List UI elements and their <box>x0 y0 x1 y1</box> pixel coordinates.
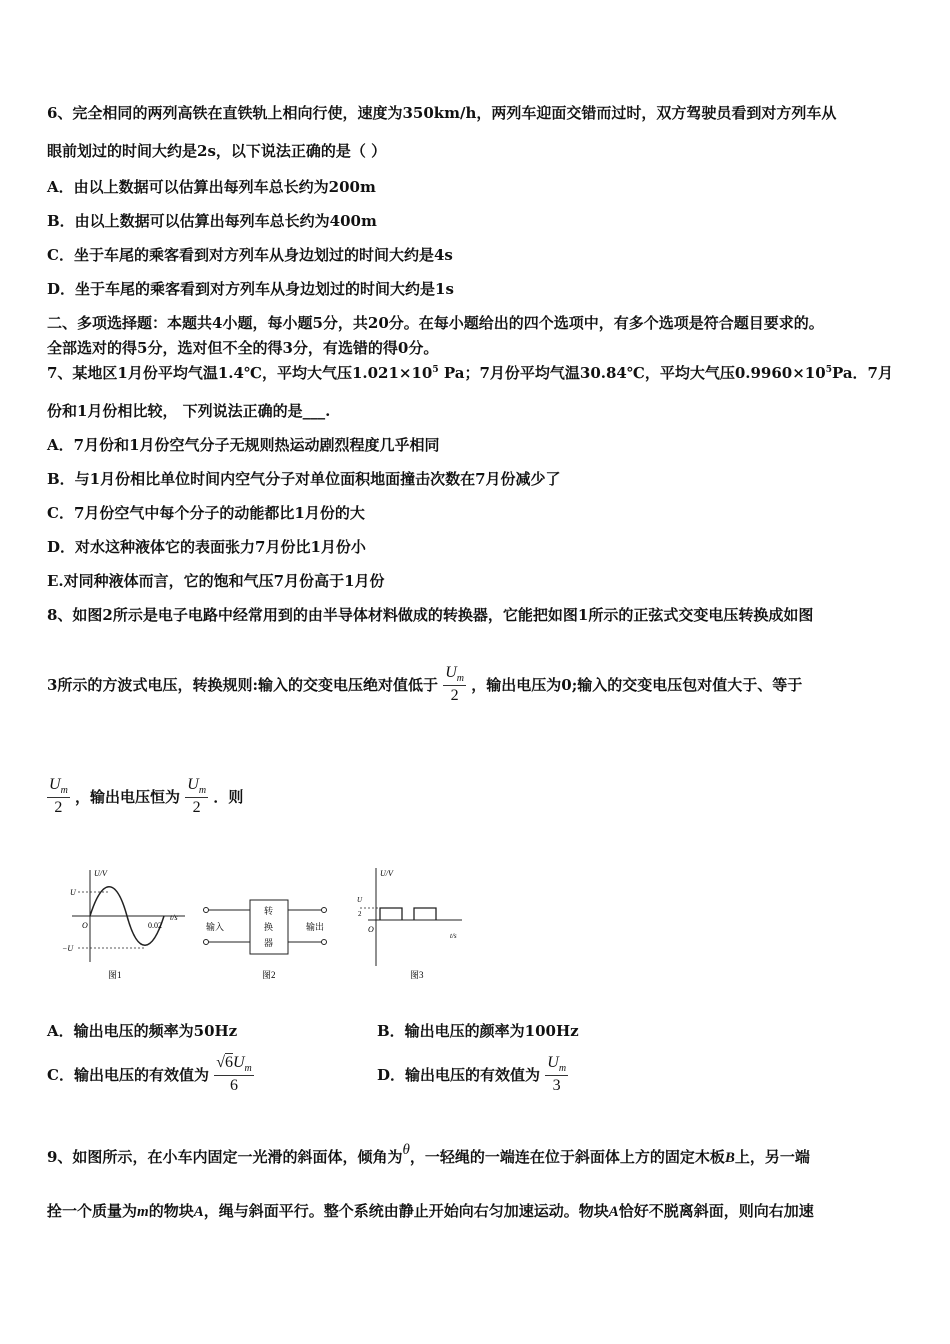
frac-numerator-u: U <box>445 664 457 681</box>
frac-numerator-u: U <box>187 776 199 793</box>
output-label: 输出 <box>306 922 325 932</box>
q7-option-d: D．对水这种液体它的表面张力7月份比1月份小 <box>47 538 366 556</box>
q7-text-c: Pa．7月 <box>831 364 893 382</box>
q9-line2-a: 拴一个质量为 <box>47 1202 138 1220</box>
frac-sub-m: m <box>198 785 207 797</box>
q7-stem-line1 <box>47 362 893 383</box>
q8-figure <box>50 858 480 988</box>
section2-heading-line2: 全部选对的得5分，选对但不全的得3分，有选错的得0分。 <box>47 339 439 357</box>
frac-denominator: 2 <box>450 687 459 705</box>
converter-char-2: 换 <box>264 922 274 932</box>
figure-1-sine-wave <box>72 870 185 962</box>
um-over-3-fraction <box>545 1054 568 1095</box>
fig1-caption: 图1 <box>108 970 122 980</box>
root-value: 6 <box>224 1054 233 1071</box>
q7-exponent-1: 5 <box>432 365 439 375</box>
q8-line2-text-b: ，输出电压为0;输入的交变电压包对值大于、等于 <box>471 676 803 695</box>
input-label: 输入 <box>206 922 225 932</box>
frac-denominator: 2 <box>192 799 201 817</box>
q6-stem-line1: 6、完全相同的两列高铁在直铁轨上相向行使，速度为350km/h，两列车迎面交错而过时，双方驾驶员看到对方列车从 <box>47 104 837 122</box>
block-a-label: A <box>193 1204 204 1220</box>
q8-line3-text-b: ，输出电压恒为 <box>75 788 181 807</box>
fig1-um-label: U <box>70 888 76 897</box>
q7-text-b: Pa；7月份平均气温30.84℃，平均大气压0.9960×10 <box>438 364 826 382</box>
fig3-caption: 图3 <box>410 970 424 980</box>
q7-option-e: E.对同种液体而言，它的饱和气压7月份高于1月份 <box>47 572 385 590</box>
um-over-2-fraction <box>185 776 208 817</box>
q8-option-c-text: C．输出电压的有效值为 <box>47 1066 209 1085</box>
fig1-ylabel: U/V <box>94 869 107 878</box>
block-a-label-2: A <box>608 1204 619 1220</box>
q8-stem-line2 <box>47 664 802 705</box>
q8-option-b: B．输出电压的颜率为100Hz <box>377 1022 579 1040</box>
q8-option-d <box>377 1054 568 1095</box>
q7-option-c: C．7月份空气中每个分子的动能都比1月份的大 <box>47 504 365 522</box>
q8-line2-text-a: 3所示的方波式电压，转换规则:输入的交变电压绝对值低于 <box>47 676 438 695</box>
q6-stem-line2: 眼前划过的时间大约是2s，以下说法正确的是（ ） <box>47 142 387 160</box>
q8-option-c <box>47 1054 254 1095</box>
q9-line2-d: 恰好不脱离斜面，则向右加速 <box>618 1202 814 1220</box>
fig3-level-num: U <box>357 896 363 904</box>
fig1-origin: O <box>82 921 88 930</box>
q9-line2-b: 的物块 <box>148 1202 194 1220</box>
sqrt6-um-over-6-fraction: $\frac{√6U_m}{6}$ <box>216 1054 252 1095</box>
q8-option-d-text: D．输出电压的有效值为 <box>377 1066 541 1085</box>
q6-option-c: C．坐于车尾的乘客看到对方列车从身边划过的时间大约是4s <box>47 246 453 264</box>
frac-numerator-u: U <box>547 1054 559 1071</box>
board-b-label: B <box>724 1150 735 1166</box>
fig3-time-unit: t/s <box>450 932 457 940</box>
q7-text-a: 7、某地区1月份平均气温1.4℃，平均大气压1.021×10 <box>47 364 433 382</box>
frac-denominator: 3 <box>552 1077 561 1095</box>
section2-heading-line1: 二、多项选择题：本题共4小题，每小题5分，共20分。在每小题给出的四个选项中，有多个选项是符合题目要求的。 <box>47 314 824 332</box>
q9-line2-c: ，绳与斜面平行。整个系统由静止开始向右匀加速运动。物块 <box>203 1202 609 1220</box>
q7-option-a: A．7月份和1月份空气分子无规则热运动剧烈程度几乎相同 <box>47 436 440 454</box>
q7-stem-line2: 份和1月份相比较， 下列说法正确的是___. <box>47 402 331 420</box>
converter-char-1: 转 <box>264 906 274 916</box>
frac-numerator-u: U <box>49 776 61 793</box>
frac-sub-m: m <box>244 1063 252 1075</box>
converter-char-3: 器 <box>264 938 274 948</box>
q9-text-a: 9、如图所示，在小车内固定一光滑的斜面体，倾角为 <box>47 1148 403 1166</box>
output-terminal-bottom <box>322 940 327 945</box>
q8-option-a: A．输出电压的频率为50Hz <box>47 1022 238 1040</box>
fig3-ylabel: U/V <box>380 869 393 878</box>
um-over-2-fraction <box>47 776 70 817</box>
q9-stem-line2 <box>47 1200 814 1221</box>
input-terminal-top <box>204 908 209 913</box>
frac-sub-m: m <box>60 785 68 797</box>
q8-stem-line3 <box>47 776 243 817</box>
figure-3-square-wave <box>360 868 462 966</box>
um-over-2-fraction <box>443 664 466 705</box>
fig1-time-label: 0.02 <box>148 921 162 930</box>
q8-line3-text-c: ．则 <box>213 788 244 807</box>
q6-option-d: D．坐于车尾的乘客看到对方列车从身边划过的时间大约是1s <box>47 280 454 298</box>
q9-stem-line1 <box>47 1142 810 1167</box>
fig1-time-unit: t/s <box>170 913 178 922</box>
fig3-origin: O <box>368 925 374 934</box>
fig3-pulse-2 <box>414 908 436 920</box>
q9-text-b: ，一轻绳的一端连在位于斜面体上方的固定木板 <box>409 1148 725 1166</box>
theta-symbol: θ <box>402 1142 410 1158</box>
fig1-neg-um-label: −U <box>62 944 74 953</box>
fig3-pulse-1 <box>380 908 402 920</box>
frac-sub-m: m <box>456 673 465 685</box>
frac-denominator: 6 <box>229 1077 238 1095</box>
frac-numerator-u: U <box>232 1054 245 1071</box>
q7-option-b: B．与1月份相比单位时间内空气分子对单位面积地面撞击次数在7月份减少了 <box>47 470 561 488</box>
fig3-level-den: 2 <box>358 910 362 918</box>
q7-exponent-2: 5 <box>825 365 832 375</box>
q8-stem-line1: 8、如图2所示是电子电路中经常用到的由半导体材料做成的转换器，它能把如图1所示的正弦式交变电压转换成如图 <box>47 606 814 624</box>
q6-option-a: A．由以上数据可以估算出每列车总长约为200m <box>47 178 376 196</box>
frac-sub-m: m <box>558 1063 567 1075</box>
frac-denominator: 2 <box>54 799 63 817</box>
q6-option-b: B．由以上数据可以估算出每列车总长约为400m <box>47 212 377 230</box>
output-terminal-top <box>322 908 327 913</box>
q9-text-c: 上，另一端 <box>734 1148 810 1166</box>
mass-m-label: m <box>137 1204 149 1220</box>
fig2-caption: 图2 <box>262 970 276 980</box>
input-terminal-bottom <box>204 940 209 945</box>
